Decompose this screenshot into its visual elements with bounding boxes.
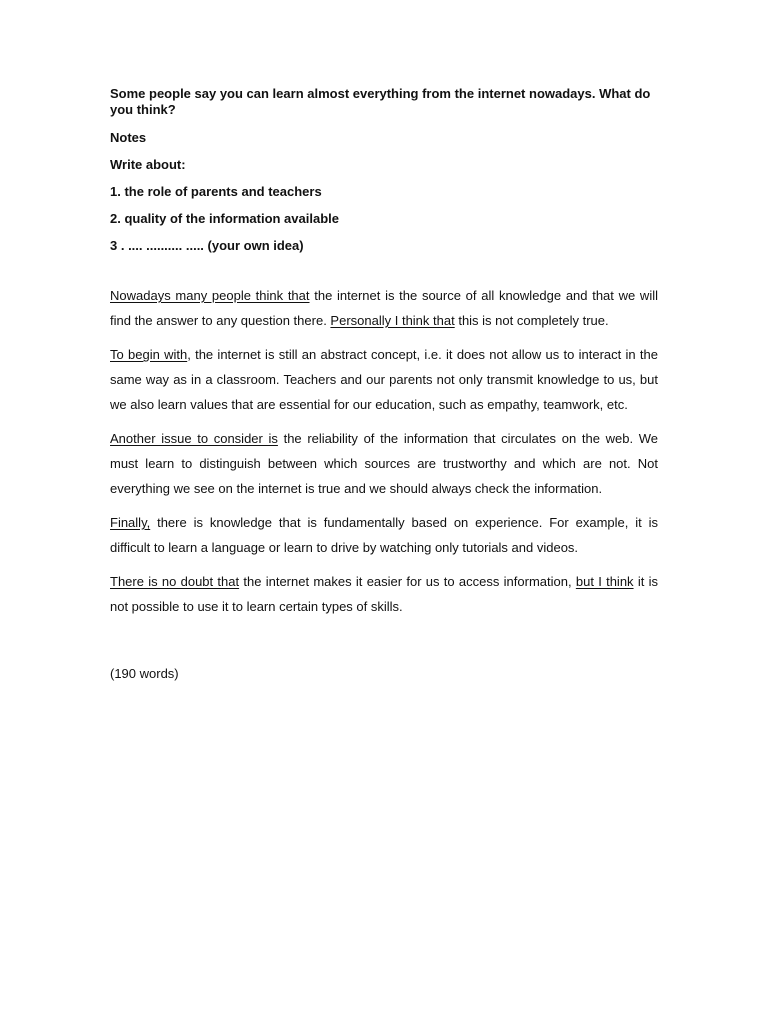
essay-paragraph <box>110 342 658 417</box>
prompt-item-own-idea: 3 . .... .......... ..... (your own idea) <box>110 238 304 253</box>
writing-prompt <box>110 86 658 254</box>
underlined-phrase: Personally I think that <box>330 313 455 328</box>
paragraph-text: it is not possible to use it to learn certain types of skills. <box>110 574 658 614</box>
write-about-heading: Write about: <box>110 157 186 172</box>
essay-paragraph <box>110 510 658 560</box>
essay-paragraph <box>110 426 658 501</box>
paragraph-text: , the internet is still an abstract concept, i.e. it does not allow us to interact in the same way as in a classroom. Teachers and our parents not only transmit knowledge to us, but we also learn values that are essential for our education, such as empathy, teamwork, etc. <box>110 347 658 412</box>
prompt-item-parents-teachers: 1. the role of parents and teachers <box>110 184 322 199</box>
notes-heading: Notes <box>110 130 147 145</box>
paragraph-text: the reliability of the information that circulates on the web. We must learn to distinguish between which sources are trustworthy and which are not. Not everything we see on the internet is true and we should always check the information. <box>110 431 658 496</box>
paragraph-text: this is not completely true. <box>454 313 609 328</box>
prompt-item-information-quality: 2. quality of the information available <box>110 211 339 226</box>
underlined-phrase: There is no doubt that <box>110 574 240 589</box>
essay-paragraph <box>110 283 658 333</box>
underlined-phrase: Another issue to consider is <box>110 431 278 446</box>
underlined-phrase: Finally, <box>110 515 151 530</box>
document-content <box>110 86 658 682</box>
underlined-phrase: but I think <box>575 574 634 589</box>
word-count: (190 words) <box>110 666 179 681</box>
paragraph-text: the internet is the source of all knowledge and that we will find the answer to any question there. <box>110 288 658 328</box>
underlined-phrase: To begin with <box>110 347 188 362</box>
paragraph-text: the internet makes it easier for us to access information, <box>239 574 576 589</box>
underlined-phrase: Nowadays many people think that <box>110 288 310 303</box>
paragraph-text: there is knowledge that is fundamentally based on experience. For example, it is difficult to learn a language or learn to drive by watching only tutorials and videos. <box>110 515 658 555</box>
prompt-question: Some people say you can learn almost everything from the internet nowadays. What do you think? <box>110 86 651 117</box>
essay-body <box>110 283 658 619</box>
essay-paragraph <box>110 569 658 619</box>
